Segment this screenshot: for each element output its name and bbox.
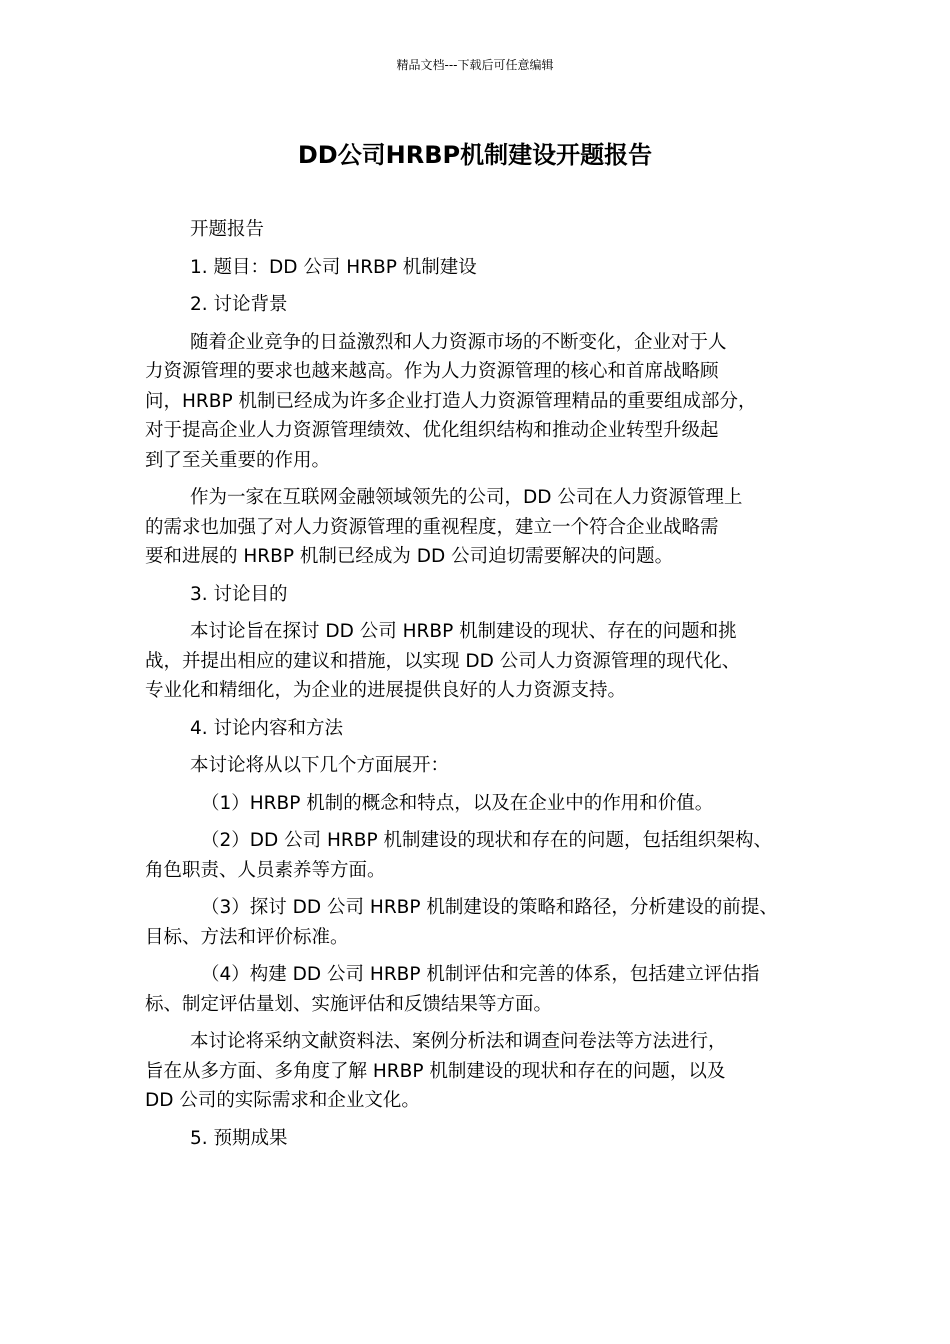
list-item	[145, 960, 835, 1019]
text-line: 到了至关重要的作用。	[145, 449, 331, 471]
section-heading	[145, 580, 835, 610]
section-heading	[145, 1124, 835, 1154]
section-heading	[145, 290, 835, 320]
text-line: 要和进展的 HRBP 机制已经成为 DD 公司迫切需要解决的问题。	[145, 546, 674, 567]
text-line: 角色职责、人员素养等方面。	[145, 859, 386, 881]
text-line: 本讨论旨在探讨 DD 公司 HRBP 机制建设的现状、存在的问题和挑	[190, 621, 737, 642]
body-paragraph	[145, 617, 835, 706]
document-body	[145, 215, 835, 1161]
section-heading	[145, 714, 835, 744]
list-item	[145, 826, 835, 885]
section-heading	[145, 253, 835, 283]
text-line: 目标、方法和评价标准。	[145, 926, 349, 948]
text-line: 标、制定评估量划、实施评估和反馈结果等方面。	[145, 993, 553, 1015]
text-line: （1）HRBP 机制的概念和特点，以及在企业中的作用和价值。	[201, 792, 714, 814]
document-title: DD公司HRBP机制建设开题报告	[297, 141, 653, 169]
list-item	[145, 893, 835, 952]
text-line: 本讨论将采纳文献资料法、案例分析法和调查问卷法等方法进行，	[190, 1031, 727, 1052]
text-line: 1. 题目：DD 公司 HRBP 机制建设	[190, 256, 477, 278]
text-line: 旨在从多方面、多角度了解 HRBP 机制建设的现状和存在的问题，以及	[145, 1060, 726, 1082]
text-line: 3. 讨论目的	[190, 583, 288, 605]
text-line: DD 公司的实际需求和企业文化。	[145, 1090, 420, 1111]
text-line: 问，HRBP 机制已经成为许多企业打造人力资源管理精品的重要组成部分，	[145, 390, 757, 412]
text-line: （3）探讨 DD 公司 HRBP 机制建设的策略和路径，分析建设的前提、	[201, 897, 778, 918]
list-item	[145, 789, 835, 819]
text-line: 专业化和精细化，为企业的进展提供良好的人力资源支持。	[145, 680, 627, 701]
text-line: 对于提高企业人力资源管理绩效、优化组织结构和推动企业转型升级起	[145, 420, 719, 441]
page-header: 精品文档---下载后可任意编辑	[396, 58, 554, 72]
body-paragraph	[145, 483, 835, 572]
body-paragraph	[145, 751, 835, 781]
text-line: （2）DD 公司 HRBP 机制建设的现状和存在的问题，包括组织架构、	[201, 830, 773, 851]
text-line: 4. 讨论内容和方法	[190, 717, 344, 739]
section-heading	[145, 215, 835, 245]
text-line: 2. 讨论背景	[190, 294, 288, 315]
body-paragraph	[145, 1027, 835, 1116]
text-line: （4）构建 DD 公司 HRBP 机制评估和完善的体系，包括建立评估指	[201, 964, 760, 985]
text-line: 随着企业竞争的日益激烈和人力资源市场的不断变化，企业对于人	[190, 331, 727, 353]
text-line: 力资源管理的要求也越来越高。作为人力资源管理的核心和首席战略顾	[145, 361, 719, 382]
text-line: 5. 预期成果	[190, 1127, 288, 1149]
body-paragraph	[145, 328, 835, 476]
text-line: 本讨论将从以下几个方面展开：	[190, 755, 450, 776]
text-line: 作为一家在互联网金融领域领先的公司，DD 公司在人力资源管理上	[190, 487, 743, 508]
text-line: 的需求也加强了对人力资源管理的重视程度，建立一个符合企业战略需	[145, 516, 719, 538]
text-line: 开题报告	[190, 219, 265, 240]
text-line: 战，并提出相应的建议和措施，以实现 DD 公司人力资源管理的现代化、	[145, 650, 741, 672]
